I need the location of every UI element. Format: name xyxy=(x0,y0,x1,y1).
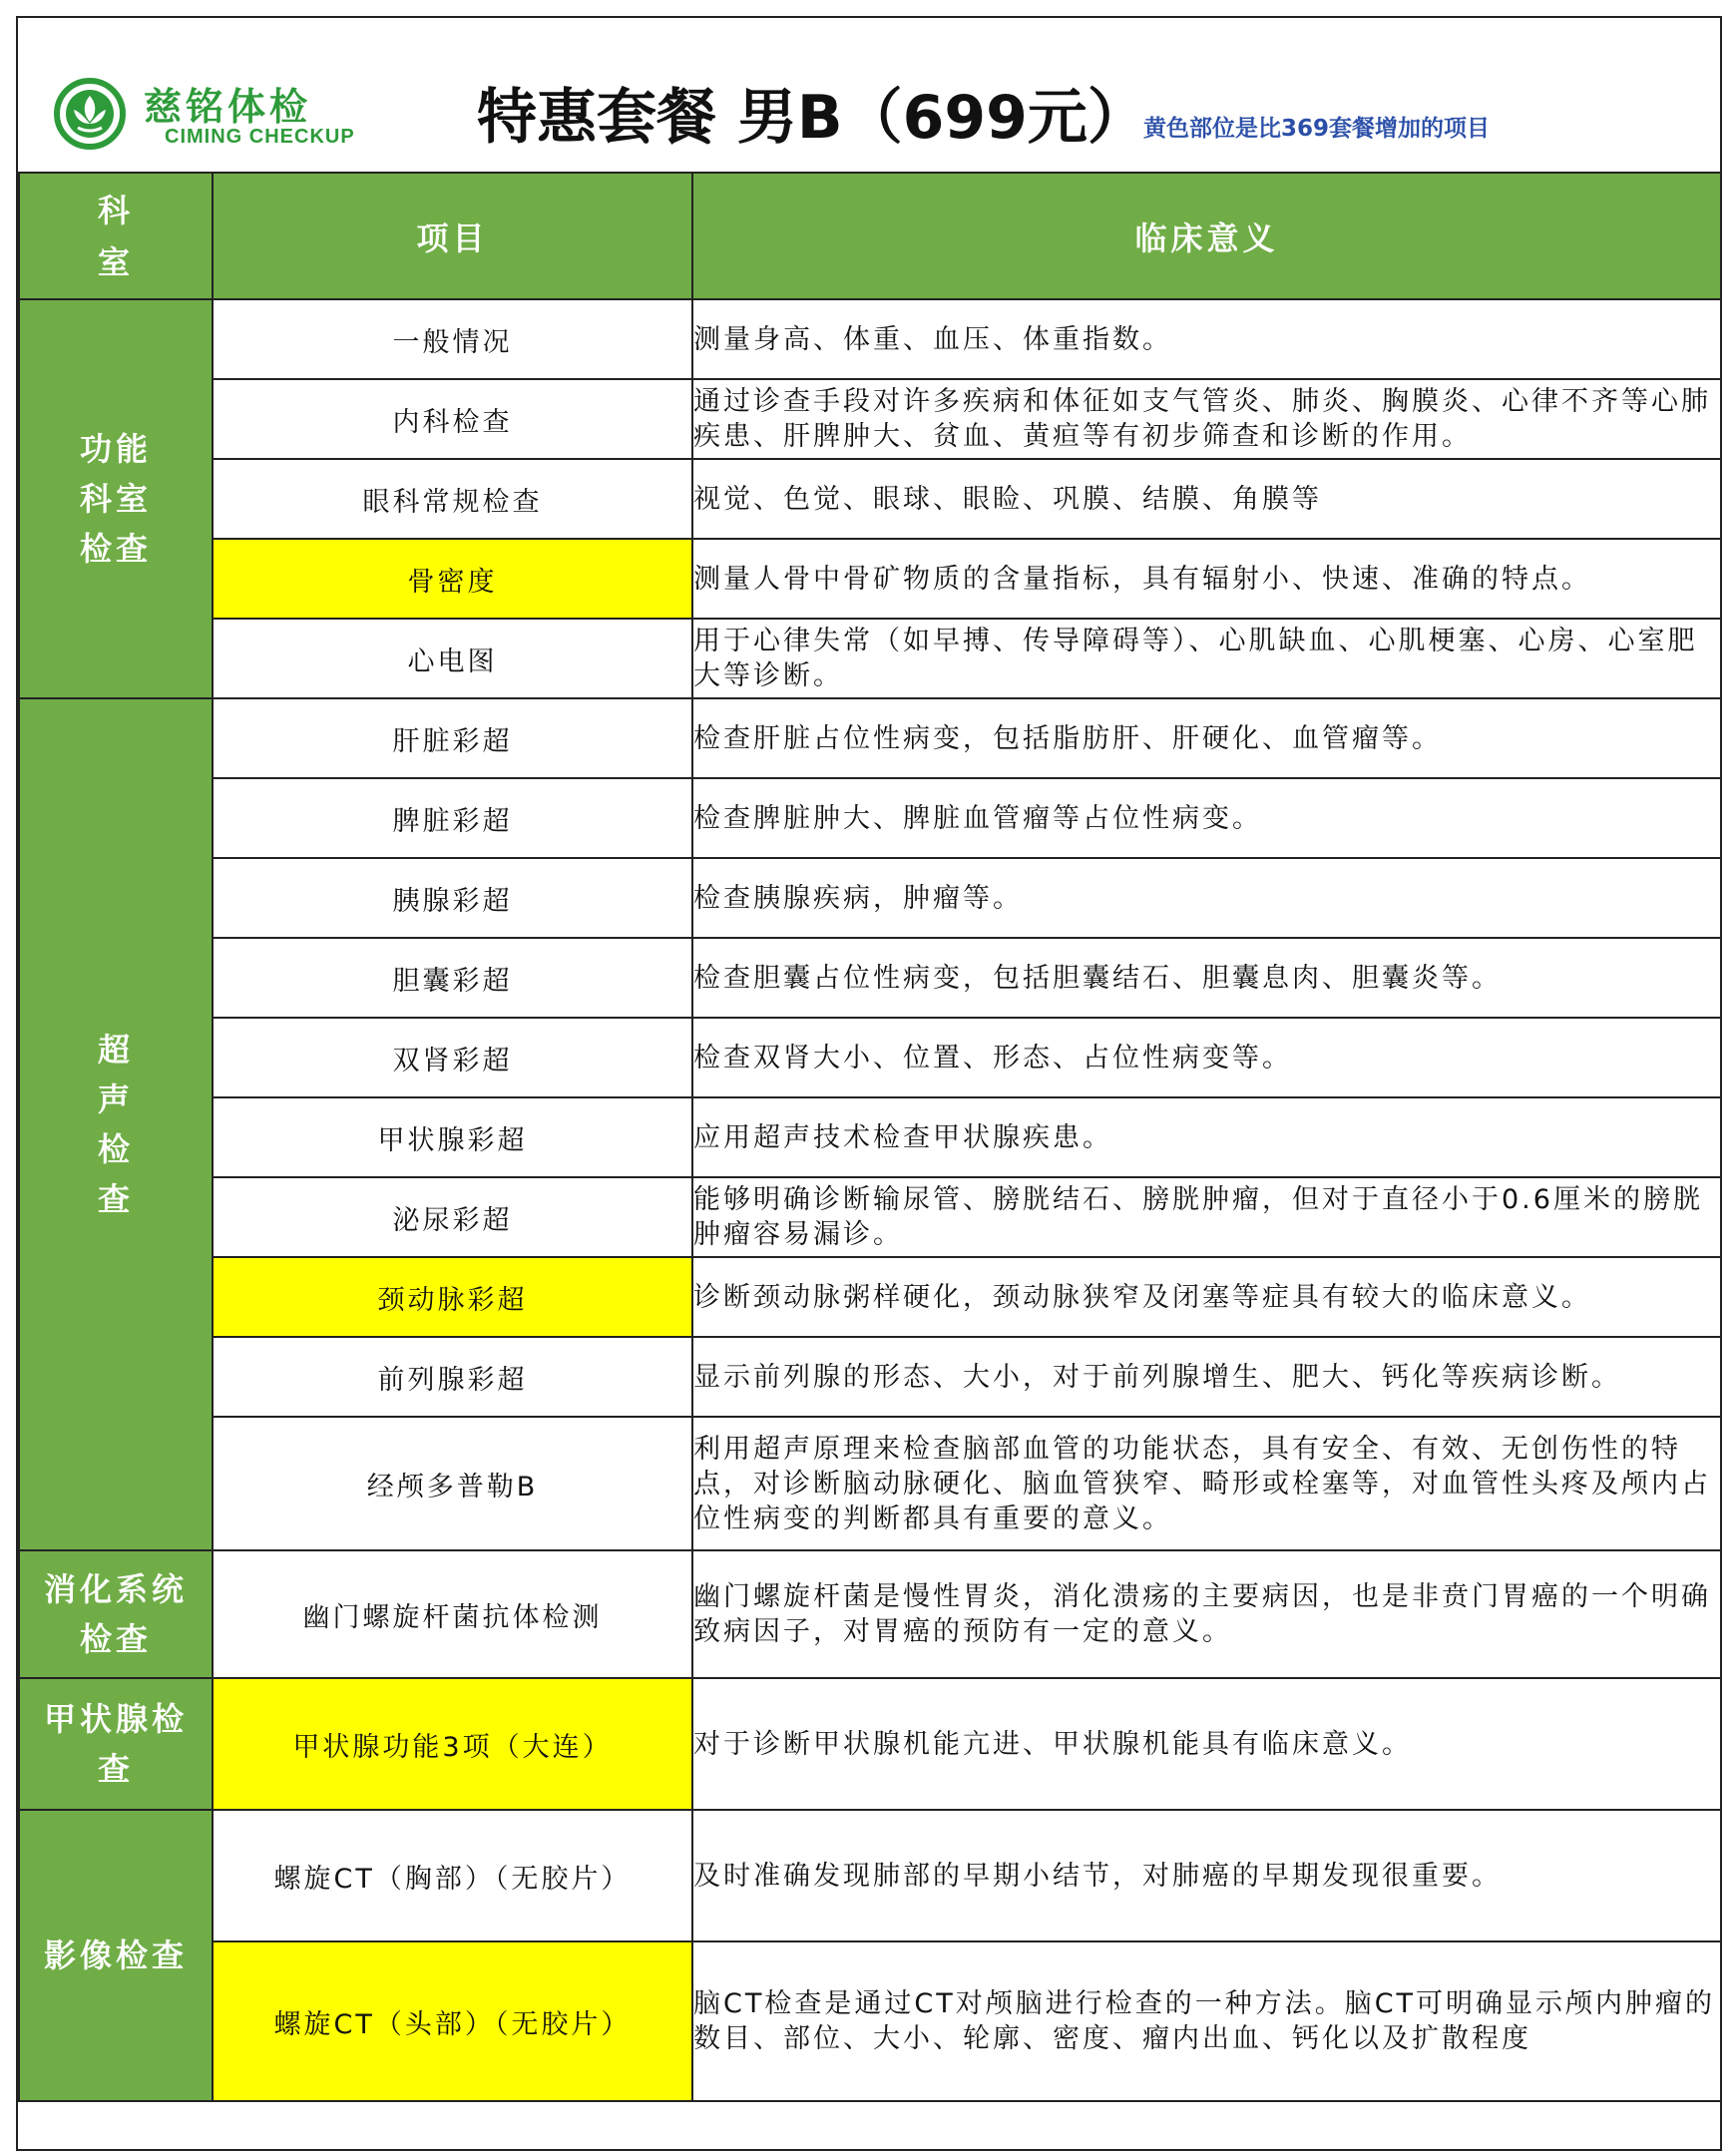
item-meaning: 显示前列腺的形态、大小，对于前列腺增生、肥大、钙化等疾病诊断。 xyxy=(692,1337,1721,1417)
dept-label-line: 检 xyxy=(97,1130,134,1168)
item-meaning: 通过诊查手段对许多疾病和体征如支气管炎、肺炎、胸膜炎、心律不齐等心肺疾患、肝脾肿大、贫血、黄疸等有初步筛查和诊断的作用。 xyxy=(692,379,1721,459)
table-row xyxy=(19,1097,1721,1177)
table-row xyxy=(19,1337,1721,1417)
column-header-item: 项目 xyxy=(213,173,692,299)
dept-cell-ultrasound xyxy=(19,698,213,1550)
dept-cell-digestive xyxy=(19,1550,213,1678)
table-row xyxy=(19,459,1721,539)
table-row xyxy=(19,938,1721,1018)
exam-table-body xyxy=(19,299,1721,2101)
item-name: 甲状腺功能3项（大连） xyxy=(213,1678,692,1810)
dept-label-line: 影像检查 xyxy=(43,1936,188,1974)
item-meaning: 幽门螺旋杆菌是慢性胃炎，消化溃疡的主要病因，也是非贲门胃癌的一个明确致病因子，对胃癌的预防有一定的意义。 xyxy=(692,1550,1721,1678)
item-name: 内科检查 xyxy=(213,379,692,459)
item-meaning: 检查脾脏肿大、脾脏血管瘤等占位性病变。 xyxy=(692,778,1721,858)
item-name: 颈动脉彩超 xyxy=(213,1257,692,1337)
brand-name-en: CIMING CHECKUP xyxy=(165,126,355,148)
table-row xyxy=(19,1678,1721,1810)
item-meaning: 检查肝脏占位性病变，包括脂肪肝、肝硬化、血管瘤等。 xyxy=(692,698,1721,778)
column-header-dept-l1: 科 xyxy=(97,191,134,229)
column-header-dept-l2: 室 xyxy=(97,242,134,281)
table-row xyxy=(19,1417,1721,1550)
item-name: 螺旋CT（头部）（无胶片） xyxy=(213,1941,692,2101)
dept-label-line: 超 xyxy=(97,1031,134,1069)
item-name: 经颅多普勒B xyxy=(213,1417,692,1550)
item-meaning: 利用超声原理来检查脑部血管的功能状态，具有安全、有效、无创伤性的特点，对诊断脑动脉硬化、脑血管狭窄、畸形或栓塞等，对血管性头疼及颅内占位性病变的判断都具有重要的意义。 xyxy=(692,1417,1721,1550)
column-header-meaning: 临床意义 xyxy=(692,173,1721,299)
highlight-note: 黄色部位是比369套餐增加的项目 xyxy=(1143,116,1491,142)
table-row xyxy=(19,1177,1721,1257)
table-row xyxy=(19,539,1721,619)
item-meaning: 能够明确诊断输尿管、膀胱结石、膀胱肿瘤，但对于直径小于0.6厘米的膀胱肿瘤容易漏诊。 xyxy=(692,1177,1721,1257)
table-row xyxy=(19,1550,1721,1678)
table-row xyxy=(19,698,1721,778)
item-name: 双肾彩超 xyxy=(213,1018,692,1097)
item-meaning: 应用超声技术检查甲状腺疾患。 xyxy=(692,1097,1721,1177)
item-name: 胆囊彩超 xyxy=(213,938,692,1018)
dept-label-line: 科室 xyxy=(79,480,152,518)
column-header-dept xyxy=(19,173,213,299)
item-meaning: 检查双肾大小、位置、形态、占位性病变等。 xyxy=(692,1018,1721,1097)
item-meaning: 用于心律失常（如早搏、传导障碍等）、心肌缺血、心肌梗塞、心房、心室肥大等诊断。 xyxy=(692,619,1721,698)
dept-label-line: 声 xyxy=(97,1080,134,1118)
exam-table xyxy=(18,172,1722,2102)
brand-logo xyxy=(52,76,431,186)
item-name: 心电图 xyxy=(213,619,692,698)
header xyxy=(18,18,1720,174)
item-name: 一般情况 xyxy=(213,299,692,379)
table-row xyxy=(19,1810,1721,1941)
item-meaning: 测量人骨中骨矿物质的含量指标，具有辐射小、快速、准确的特点。 xyxy=(692,539,1721,619)
dept-label-line: 甲状腺检 xyxy=(43,1700,188,1738)
dept-label-line: 查 xyxy=(97,1180,134,1218)
item-meaning: 诊断颈动脉粥样硬化，颈动脉狭窄及闭塞等症具有较大的临床意义。 xyxy=(692,1257,1721,1337)
table-row xyxy=(19,1941,1721,2101)
brand-name-cn: 慈铭体检 xyxy=(144,85,312,129)
dept-cell-imaging xyxy=(19,1810,213,2101)
item-name: 胰腺彩超 xyxy=(213,858,692,938)
table-row xyxy=(19,1257,1721,1337)
item-meaning: 检查胰腺疾病，肿瘤等。 xyxy=(692,858,1721,938)
item-name: 甲状腺彩超 xyxy=(213,1097,692,1177)
item-name: 肝脏彩超 xyxy=(213,698,692,778)
item-name: 骨密度 xyxy=(213,539,692,619)
table-row xyxy=(19,619,1721,698)
dept-cell-thyroid xyxy=(19,1678,213,1810)
dept-label-line: 查 xyxy=(97,1750,134,1788)
dept-label-line: 检查 xyxy=(79,530,152,568)
item-meaning: 脑CT检查是通过CT对颅脑进行检查的一种方法。脑CT可明确显示颅内肿瘤的数目、部位、大小、轮廓、密度、瘤内出血、钙化以及扩散程度 xyxy=(692,1941,1721,2101)
table-row xyxy=(19,1018,1721,1097)
item-name: 眼科常规检查 xyxy=(213,459,692,539)
dept-label-line: 检查 xyxy=(79,1620,152,1658)
item-meaning: 测量身高、体重、血压、体重指数。 xyxy=(692,299,1721,379)
item-meaning: 视觉、色觉、眼球、眼睑、巩膜、结膜、角膜等 xyxy=(692,459,1721,539)
table-row xyxy=(19,778,1721,858)
item-meaning: 检查胆囊占位性病变，包括胆囊结石、胆囊息肉、胆囊炎等。 xyxy=(692,938,1721,1018)
item-name: 螺旋CT（胸部）（无胶片） xyxy=(213,1810,692,1941)
item-meaning: 及时准确发现肺部的早期小结节，对肺癌的早期发现很重要。 xyxy=(692,1810,1721,1941)
page-title: 特惠套餐 男B（699元） xyxy=(477,83,1147,153)
dept-cell-function xyxy=(19,299,213,698)
dept-label-line: 功能 xyxy=(79,430,152,468)
item-name: 脾脏彩超 xyxy=(213,778,692,858)
lotus-logo-icon xyxy=(52,76,128,152)
item-name: 幽门螺旋杆菌抗体检测 xyxy=(213,1550,692,1678)
item-name: 前列腺彩超 xyxy=(213,1337,692,1417)
table-row xyxy=(19,299,1721,379)
table-row xyxy=(19,379,1721,459)
dept-label-line: 消化系统 xyxy=(43,1570,188,1608)
item-name: 泌尿彩超 xyxy=(213,1177,692,1257)
table-row xyxy=(19,858,1721,938)
package-sheet xyxy=(16,16,1722,2151)
item-meaning: 对于诊断甲状腺机能亢进、甲状腺机能具有临床意义。 xyxy=(692,1678,1721,1810)
